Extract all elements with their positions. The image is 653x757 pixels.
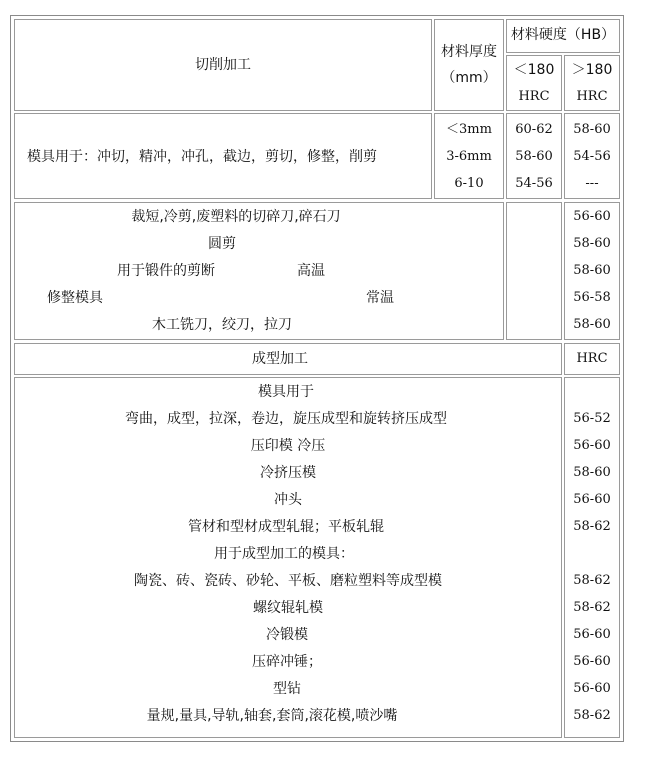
section4-row-8-label: 螺纹辊轧模 bbox=[253, 600, 323, 616]
section2-row-0-value: 56-60 bbox=[573, 209, 611, 224]
section2-row-2-value: 58-60 bbox=[573, 263, 611, 278]
header-thickness-unit: （mm） bbox=[441, 70, 497, 86]
section4-row-10-label: 压碎冲锤； bbox=[252, 654, 322, 670]
section4-row-6-label: 用于成型加工的模具： bbox=[214, 546, 354, 562]
section2-row-4-value: 58-60 bbox=[573, 317, 611, 332]
section2-row-2-label: 用于锻件的剪断 bbox=[117, 263, 215, 279]
section4-row-11-value: 56-60 bbox=[573, 681, 611, 696]
section4-row-11-label: 型钻 bbox=[273, 681, 301, 697]
section4-row-3-value: 58-60 bbox=[573, 465, 611, 480]
section4-row-9-value: 56-60 bbox=[573, 627, 611, 642]
section4-row-7-label: 陶瓷、砖、瓷砖、砂轮、平板、磨粒塑料等成型模 bbox=[134, 573, 442, 589]
section2-row-2-note: 高温 bbox=[297, 263, 325, 279]
section4-row-12-value: 58-62 bbox=[573, 708, 611, 723]
section1-gt180-2: --- bbox=[585, 176, 599, 191]
section4-row-10-value: 56-60 bbox=[573, 654, 611, 669]
header-gt180-unit: HRC bbox=[576, 89, 608, 104]
section4-row-2-value: 56-60 bbox=[573, 438, 611, 453]
section3-title: 成型加工 bbox=[252, 351, 308, 367]
section4-row-3-label: 冷挤压模 bbox=[260, 465, 316, 481]
section2-row-1-label: 圆剪 bbox=[208, 236, 236, 252]
section4-row-0-label: 模具用于 bbox=[258, 384, 314, 400]
section3-unit: HRC bbox=[576, 351, 608, 366]
section1-lt180-1: 58-60 bbox=[515, 149, 553, 164]
section4-row-2-label: 压印模 冷压 bbox=[250, 438, 326, 454]
section2-row-4-label: 木工铣刀，绞刀，拉刀 bbox=[152, 317, 292, 333]
section2-row-3-value: 56-58 bbox=[573, 290, 611, 305]
section4-row-9-label: 冷锻模 bbox=[266, 627, 308, 643]
section4-row-4-value: 56-60 bbox=[573, 492, 611, 507]
section2-row-0-label: 裁短,冷剪,废塑料的切碎刀,碎石刀 bbox=[131, 209, 341, 225]
section1-lt180-0: 60-62 bbox=[515, 122, 553, 137]
section4-row-7-value: 58-62 bbox=[573, 573, 611, 588]
header-hardness-label: 材料硬度（HB） bbox=[510, 27, 616, 43]
section4-row-1-value: 56-52 bbox=[573, 411, 611, 426]
section1-gt180-0: 58-60 bbox=[573, 122, 611, 137]
header-gt180-label: ＞180 bbox=[571, 62, 613, 78]
section1-lt180-2: 54-56 bbox=[515, 176, 553, 191]
section4-row-12-label: 量规,量具,导轨,轴套,套筒,滚花模,喷沙嘴 bbox=[146, 708, 398, 724]
section1-label: 模具用于：冲切，精冲，冲孔，截边，剪切，修整，削剪 bbox=[27, 149, 377, 165]
section2-row-3-label: 修整模具 bbox=[47, 290, 103, 306]
section2-lt180-cell bbox=[506, 202, 562, 340]
section4-row-1-label: 弯曲，成型，拉深，卷边，旋压成型和旋转挤压成型 bbox=[125, 411, 447, 427]
section4-row-5-value: 58-62 bbox=[573, 519, 611, 534]
header-lt180-unit: HRC bbox=[518, 89, 550, 104]
header-thickness-cell bbox=[434, 19, 504, 111]
section1-thickness-2: 6-10 bbox=[454, 176, 484, 191]
header-lt180-label: ＜180 bbox=[513, 62, 555, 78]
section2-row-3-note: 常温 bbox=[366, 290, 394, 306]
section4-row-5-label: 管材和型材成型轧辊；平板轧辊 bbox=[188, 519, 384, 535]
section1-thickness-1: 3-6mm bbox=[446, 149, 492, 164]
header-cutting-label: 切削加工 bbox=[195, 57, 251, 73]
section4-row-4-label: 冲头 bbox=[274, 492, 302, 508]
section1-thickness-0: ＜3mm bbox=[446, 122, 492, 137]
section2-row-1-value: 58-60 bbox=[573, 236, 611, 251]
section1-gt180-1: 54-56 bbox=[573, 149, 611, 164]
section4-row-8-value: 58-62 bbox=[573, 600, 611, 615]
header-thickness-label: 材料厚度 bbox=[441, 44, 497, 60]
